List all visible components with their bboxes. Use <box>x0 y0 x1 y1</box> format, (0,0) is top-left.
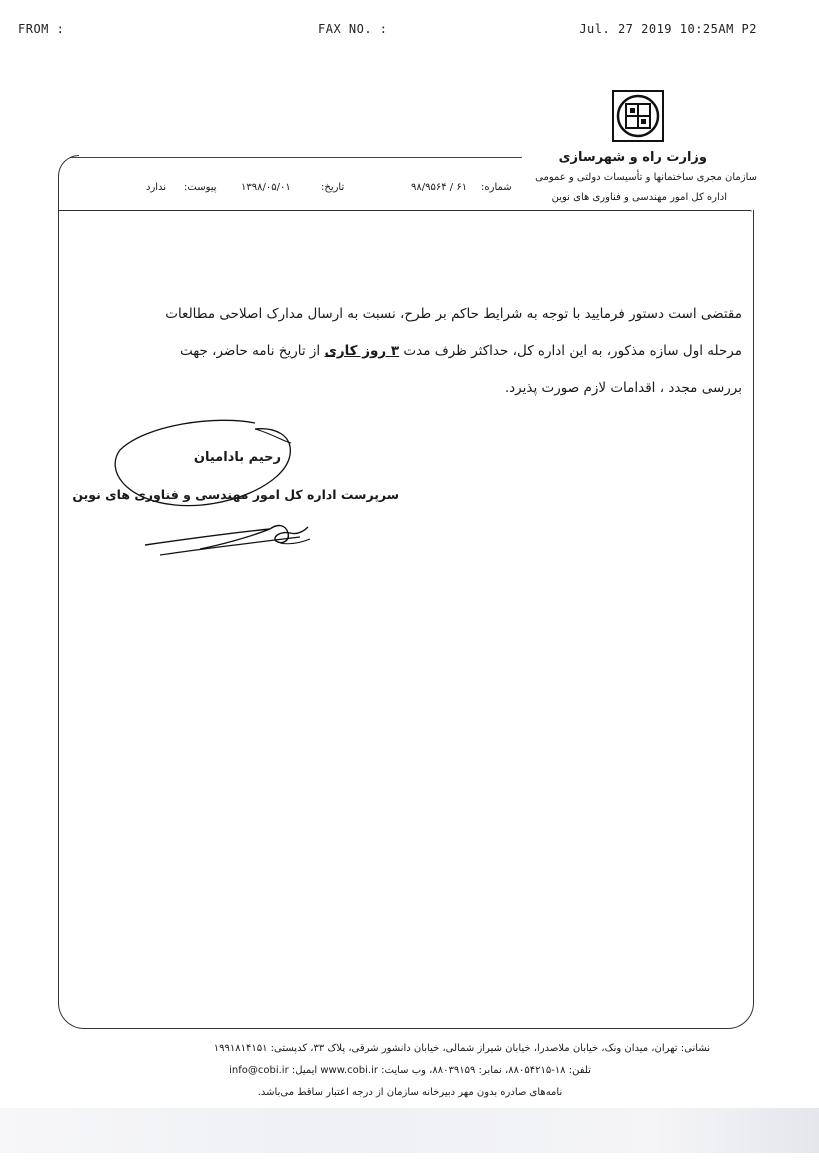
attachment-value: ندارد <box>146 182 167 193</box>
body-line-2 <box>90 333 742 370</box>
deadline-emphasis: ۳ روز کاری <box>324 343 400 359</box>
ministry-logo-icon <box>612 90 664 142</box>
footer-address: نشانی: تهران، میدان ونک، خیابان ملاصدرا، خیابان شیراز شمالی، خیابان دانشور شرقی، پلاک ۳۳، کدپستی: ۱۹۹۱۸۱۴۱۵۱ <box>213 1043 710 1054</box>
body-line-2-end: از تاریخ نامه حاضر، جهت <box>179 343 325 359</box>
number-value: ۶۱ / ۹۸/۹۵۶۴ <box>411 182 468 193</box>
signer-title: سرپرست اداره کل امور مهندسی و فناوری های نوین <box>72 487 399 502</box>
frame-corner <box>58 155 79 212</box>
letter-meta <box>66 182 526 196</box>
date-value: ۱۳۹۸/۰۵/۰۱ <box>241 182 291 193</box>
fax-datetime: Jul. 27 2019 10:25AM P2 <box>579 22 757 36</box>
handwritten-signature <box>140 515 315 565</box>
fax-from-label: FROM : <box>18 22 65 36</box>
department-name: اداره کل امور مهندسی و فناوری های نوین <box>551 192 727 203</box>
footer-contact: تلفن: ۱۸-۸۸۰۵۴۲۱۵، نمابر: ۸۸۰۳۹۱۵۹، وب سایت: www.cobi.ir ایمیل: info@cobi.ir <box>229 1065 591 1076</box>
body-line-2-start: مرحله اول سازه مذکور، به این اداره کل، حداکثر ظرف مدت <box>399 343 742 359</box>
footer-note: نامه‌های صادره بدون مهر دبیرخانه سازمان از درجه اعتبار ساقط می‌باشد. <box>257 1087 563 1098</box>
number-label: شماره: <box>481 182 512 193</box>
organization-name: سازمان مجری ساختمانها و تأسیسات دولتی و عمومی <box>535 172 757 183</box>
body-line-3: بررسی مجدد ، اقدامات لازم صورت پذیرد. <box>504 380 742 396</box>
signer-name: رحیم بادامیان <box>193 450 281 465</box>
letter-footer <box>110 1038 710 1104</box>
date-label: تاریخ: <box>321 182 345 193</box>
fax-number-label: FAX NO. : <box>318 22 388 36</box>
ministry-name: وزارت راه و شهرسازی <box>558 150 707 165</box>
letter-body <box>90 296 742 407</box>
scan-artifact-strip <box>0 1108 819 1153</box>
attachment-label: پیوست: <box>184 182 217 193</box>
header-rule <box>70 157 522 158</box>
body-line-1: مقتضی است دستور فرمایید با توجه به شرایط حاکم بر طرح، نسبت به ارسال مدارک اصلاحی مطالعات <box>165 306 742 322</box>
